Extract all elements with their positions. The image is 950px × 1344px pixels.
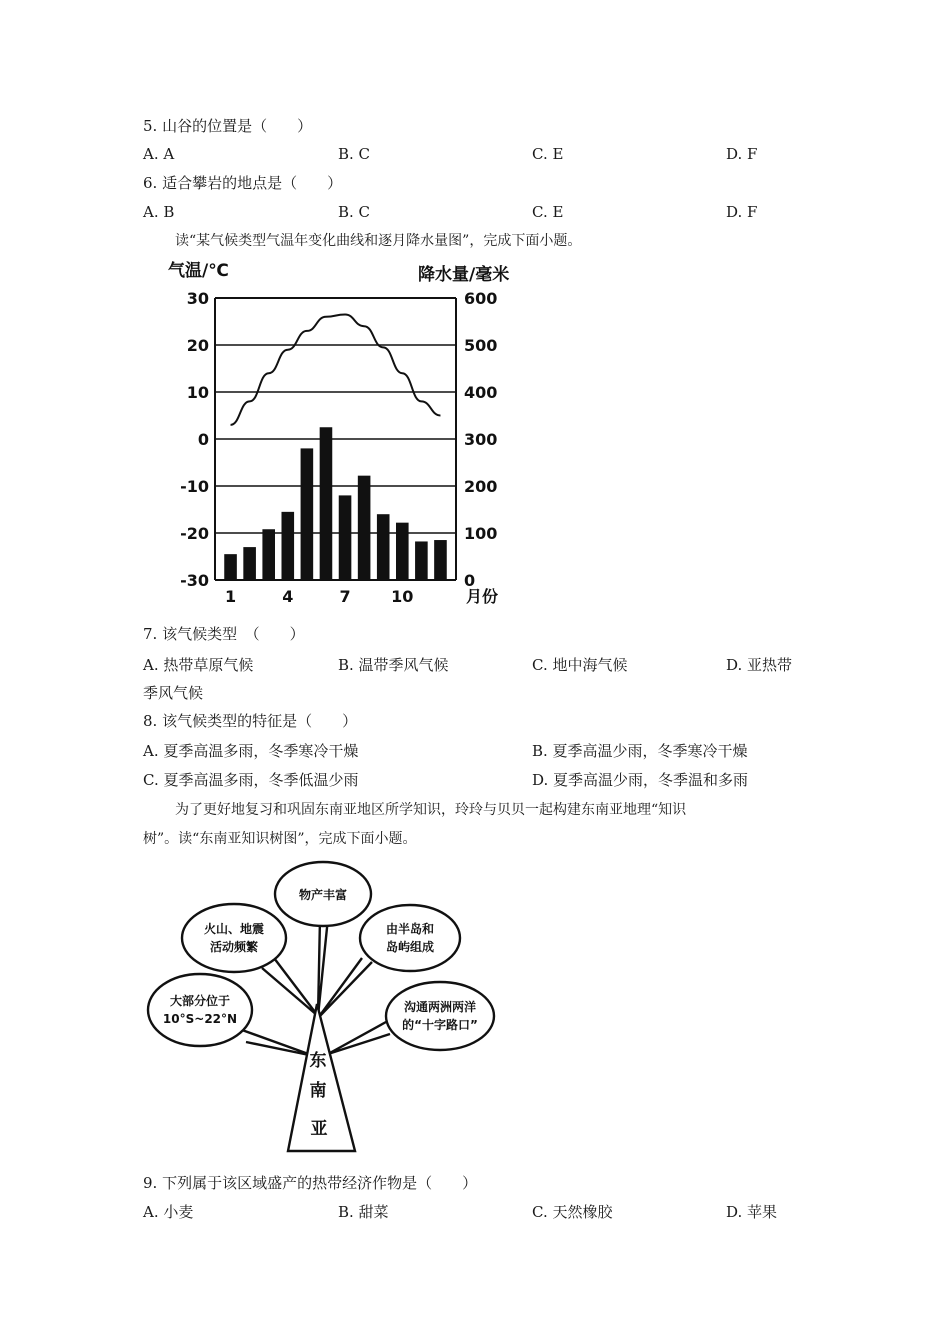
bubble-latitude bbox=[148, 974, 252, 1046]
q5-option-c: C. E bbox=[532, 145, 564, 163]
q6-option-b: B. C bbox=[338, 203, 371, 221]
bubble-products-text: 物产丰富 bbox=[298, 888, 348, 902]
bubble-latitude-line1: 大部分位于 bbox=[169, 994, 231, 1008]
bubble-crossroads-line1: 沟通两洲两洋 bbox=[403, 1000, 477, 1014]
q7-option-a: A. 热带草原气候 bbox=[143, 656, 254, 674]
bubble-latitude-line2: 10°S~22°N bbox=[162, 1012, 238, 1026]
q7-option-b: B. 温带季风气候 bbox=[338, 656, 449, 674]
x-tick-label: 7 bbox=[339, 587, 351, 606]
q9-option-d: D. 苹果 bbox=[726, 1203, 778, 1221]
trunk-char-3: 亚 bbox=[310, 1119, 328, 1139]
precip-bar-month-12 bbox=[434, 540, 447, 580]
x-axis-label: 月份 bbox=[465, 587, 499, 606]
q6-option-c: C. E bbox=[532, 203, 564, 221]
precip-bar-month-11 bbox=[415, 541, 428, 580]
q8-option-b: B. 夏季高温少雨，冬季寒冷干燥 bbox=[532, 742, 748, 760]
precip-bar-month-7 bbox=[339, 495, 352, 580]
q6-option-d: D. F bbox=[726, 203, 758, 221]
y-right-tick-label: 0 bbox=[464, 571, 476, 590]
q8-option-d: D. 夏季高温少雨，冬季温和多雨 bbox=[532, 771, 749, 789]
y-left-tick-label: -10 bbox=[180, 477, 209, 496]
q7-stem: 7. 该气候类型 （ ） bbox=[143, 625, 305, 643]
bubble-peninsula-line1: 由半岛和 bbox=[385, 922, 435, 936]
q5-option-b: B. C bbox=[338, 145, 371, 163]
bubble-peninsula bbox=[360, 905, 460, 971]
q9-option-a: A. 小麦 bbox=[143, 1203, 194, 1221]
y-right-tick-label: 500 bbox=[464, 336, 498, 355]
trunk-char-2: 南 bbox=[309, 1081, 327, 1101]
y-right-tick-label: 300 bbox=[464, 430, 498, 449]
bubble-volcano bbox=[182, 904, 286, 972]
q7-option-d: D. 亚热带 bbox=[726, 656, 793, 674]
q9-option-b: B. 甜菜 bbox=[338, 1203, 389, 1221]
bubble-volcano-line1: 火山、地震 bbox=[203, 922, 265, 936]
q5-option-a: A. A bbox=[143, 145, 175, 163]
q6-stem: 6. 适合攀岩的地点是（ ） bbox=[143, 174, 343, 192]
bubble-volcano-line2: 活动频繁 bbox=[209, 940, 259, 954]
y-left-axis-label: 气温/℃ bbox=[168, 261, 229, 281]
intro-climate-chart: 读“某气候类型气温年变化曲线和逐月降水量图”，完成下面小题。 bbox=[175, 233, 582, 249]
precip-bar-month-3 bbox=[262, 529, 275, 580]
y-left-tick-label: -30 bbox=[180, 571, 209, 590]
q7-option-d-continued: 季风气候 bbox=[143, 684, 204, 702]
temperature-curve bbox=[231, 314, 441, 424]
y-right-axis-label: 降水量/毫米 bbox=[418, 265, 510, 285]
bubble-peninsula-line2: 岛屿组成 bbox=[385, 940, 435, 954]
bubble-crossroads bbox=[386, 982, 494, 1050]
x-tick-label: 4 bbox=[282, 587, 294, 606]
y-left-tick-label: 30 bbox=[186, 289, 209, 308]
precip-bar-month-6 bbox=[320, 427, 333, 580]
intro-tree-line1: 为了更好地复习和巩固东南亚地区所学知识，玲玲与贝贝一起构建东南亚地理“知识 bbox=[175, 802, 687, 818]
y-right-tick-label: 600 bbox=[464, 289, 498, 308]
y-left-tick-label: 0 bbox=[197, 430, 209, 449]
q8-option-a: A. 夏季高温多雨，冬季寒冷干燥 bbox=[143, 742, 359, 760]
y-left-tick-label: 10 bbox=[186, 383, 209, 402]
x-tick-label: 1 bbox=[224, 587, 237, 606]
q5-stem: 5. 山谷的位置是（ ） bbox=[143, 117, 313, 135]
q8-option-c: C. 夏季高温多雨，冬季低温少雨 bbox=[143, 771, 359, 789]
bubble-crossroads-line2: 的“十字路口” bbox=[402, 1018, 478, 1032]
precip-bar-month-10 bbox=[396, 523, 409, 580]
precip-bar-month-4 bbox=[281, 512, 294, 580]
intro-tree-line2: 树”。读“东南亚知识树图”，完成下面小题。 bbox=[143, 831, 417, 847]
precip-bar-month-1 bbox=[224, 554, 237, 580]
y-left-tick-label: -20 bbox=[180, 524, 209, 543]
precip-bar-month-8 bbox=[358, 476, 371, 580]
precip-bar-month-2 bbox=[243, 547, 256, 580]
precip-bar-month-9 bbox=[377, 514, 390, 580]
q8-stem: 8. 该气候类型的特征是（ ） bbox=[143, 712, 358, 730]
q7-option-c: C. 地中海气候 bbox=[532, 656, 628, 674]
y-right-tick-label: 200 bbox=[464, 477, 498, 496]
y-right-tick-label: 100 bbox=[464, 524, 498, 543]
climate-chart bbox=[160, 254, 540, 612]
q6-option-a: A. B bbox=[143, 203, 175, 221]
q9-option-c: C. 天然橡胶 bbox=[532, 1203, 613, 1221]
knowledge-tree-diagram bbox=[142, 858, 502, 1158]
y-left-tick-label: 20 bbox=[186, 336, 209, 355]
y-right-tick-label: 400 bbox=[464, 383, 498, 402]
q9-stem: 9. 下列属于该区域盛产的热带经济作物是（ ） bbox=[143, 1174, 478, 1192]
x-tick-label: 10 bbox=[391, 587, 414, 606]
trunk-char-1: 东 bbox=[309, 1051, 327, 1071]
precip-bar-month-5 bbox=[301, 448, 314, 580]
q5-option-d: D. F bbox=[726, 145, 758, 163]
